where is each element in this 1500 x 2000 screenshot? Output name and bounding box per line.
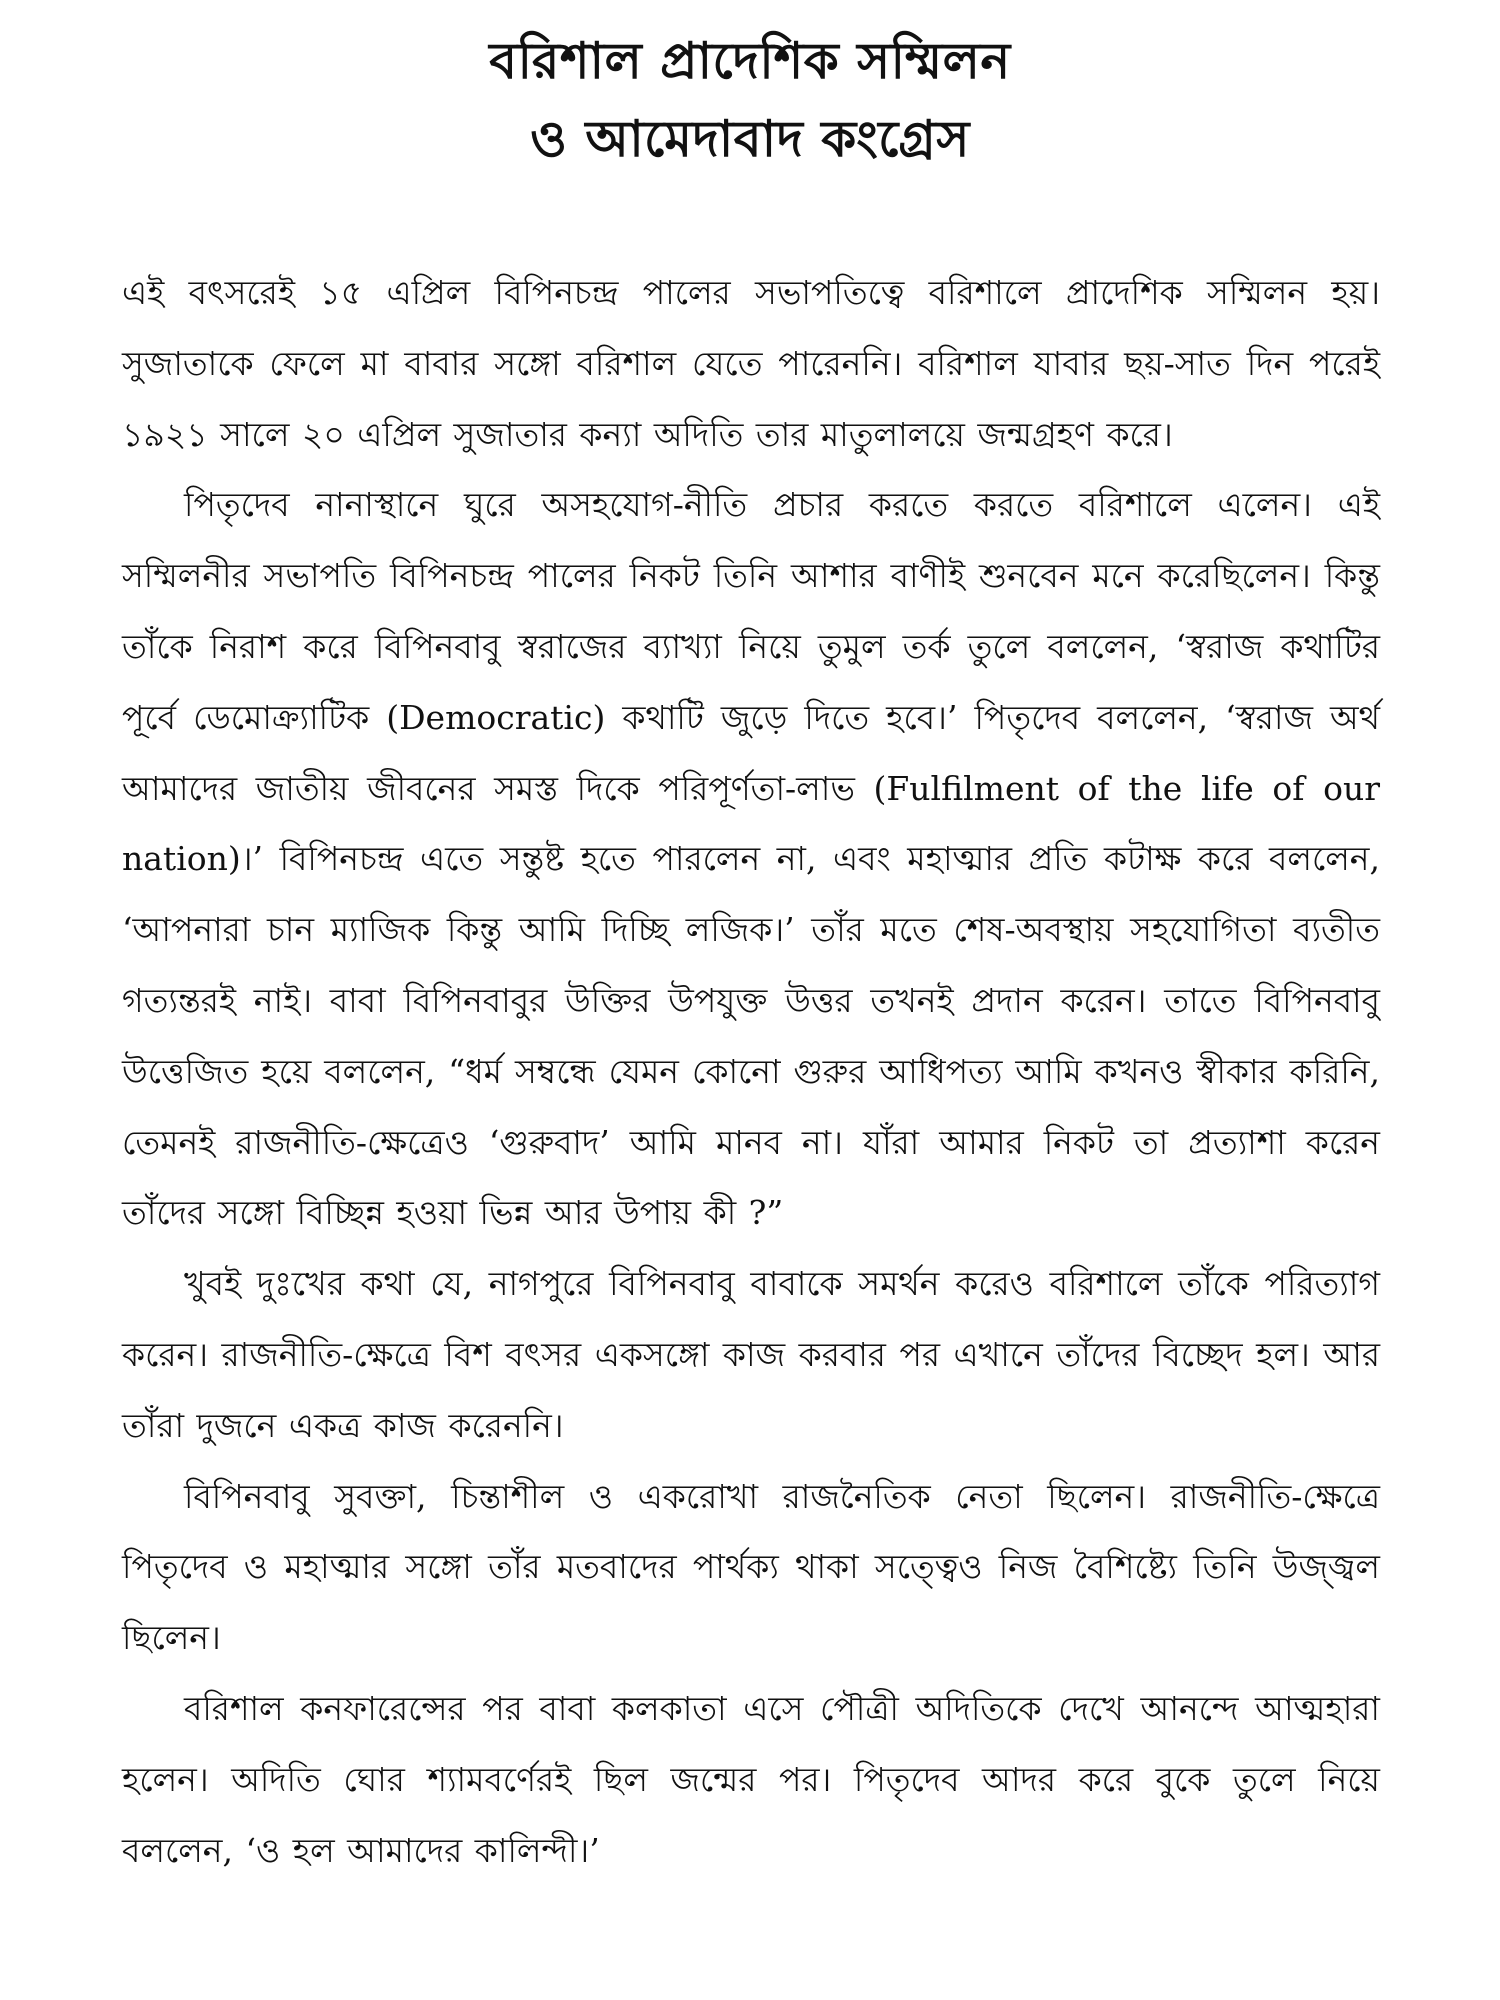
paragraph-1: এই বৎসরেই ১৫ এপ্রিল বিপিনচন্দ্র পালের সভাপতিত্বে বরিশালে প্রাদেশিক সম্মিলন হয়। সুজাতাকে ফেলে মা বাবার সঙ্গো বরিশাল যেতে পারেননি। বরিশাল যাবার ছয়-সাত দিন পরেই ১৯২১ সালে ২০ এপ্রিল সুজাতার কন্যা অদিতি তার মাতুলালয়ে জন্মগ্রহণ করে।	[122, 273, 1380, 454]
paragraph-3: খুবই দুঃখের কথা যে, নাগপুরে বিপিনবাবু বাবাকে সমর্থন করেও বরিশালে তাঁকে পরিত্যাগ করেন। রাজনীতি-ক্ষেত্রে বিশ বৎসর একসঙ্গো কাজ করবার পর এখানে তাঁদের বিচ্ছেদ হল। আর তাঁরা দুজনে একত্র কাজ করেননি।	[122, 1264, 1380, 1445]
paragraph-2: পিতৃদেব নানাস্থানে ঘুরে অসহযোগ-নীতি প্রচার করতে করতে বরিশালে এলেন। এই সম্মিলনীর সভাপতি বিপিনচন্দ্র পালের নিকট তিনি আশার বাণীই শুনবেন মনে করেছিলেন। কিন্তু তাঁকে নিরাশ করে বিপিনবাবু স্বরাজের ব্যাখ্যা নিয়ে তুমুল তর্ক তুলে বললেন, ‘স্বরাজ কথাটির পূর্বে ডেমোক্র্যাটিক (Democratic) কথাটি জুড়ে দিতে হবে।’ পিতৃদেব বললেন, ‘স্বরাজ অর্থ আমাদের জাতীয় জীবনের সমস্ত দিকে পরিপূর্ণতা-লাভ (Fulfilment of the life of our nation)।’ বিপিনচন্দ্র এতে সন্তুষ্ট হতে পারলেন না, এবং মহাত্মার প্রতি কটাক্ষ করে বললেন, ‘আপনারা চান ম্যাজিক কিন্তু আমি দিচ্ছি লজিক।’ তাঁর মতে শেষ-অবস্থায় সহযোগিতা ব্যতীত গত্যন্তরই নাই। বাবা বিপিনবাবুর উক্তির উপযুক্ত উত্তর তখনই প্রদান করেন। তাতে বিপিনবাবু উত্তেজিত হয়ে বললেন, “ধর্ম সম্বন্ধে যেমন কোনো গুরুর আধিপত্য আমি কখনও স্বীকার করিনি, তেমনই রাজনীতি-ক্ষেত্রেও ‘গুরুবাদ’ আমি মানব না। যাঁরা আমার নিকট তা প্রত্যাশা করেন তাঁদের সঙ্গো বিচ্ছিন্ন হওয়া ভিন্ন আর উপায় কী ?”	[122, 485, 1380, 1233]
chapter-title	[0, 22, 1500, 178]
paragraph-4: বিপিনবাবু সুবক্তা, চিন্তাশীল ও একরোখা রাজনৈতিক নেতা ছিলেন। রাজনীতি-ক্ষেত্রে পিতৃদেব ও মহাত্মার সঙ্গো তাঁর মতবাদের পার্থক্য থাকা সত্ত্বেও নিজ বৈশিষ্ট্যে তিনি উজ্জ্বল ছিলেন।	[122, 1476, 1380, 1658]
chapter-body	[122, 258, 1380, 1886]
chapter-title-line-2: ও আমেদাবাদ কংগ্রেস	[530, 109, 970, 168]
paragraph-5: বরিশাল কনফারেন্সের পর বাবা কলকাতা এসে পৌত্রী অদিতিকে দেখে আনন্দে আত্মহারা হলেন। অদিতি ঘোর শ্যামবর্ণেরই ছিল জন্মের পর। পিতৃদেব আদর করে বুকে তুলে নিয়ে বললেন, ‘ও হল আমাদের কালিন্দী।’	[122, 1688, 1380, 1870]
chapter-title-line-1: বরিশাল প্রাদেশিক সম্মিলন	[489, 31, 1011, 90]
